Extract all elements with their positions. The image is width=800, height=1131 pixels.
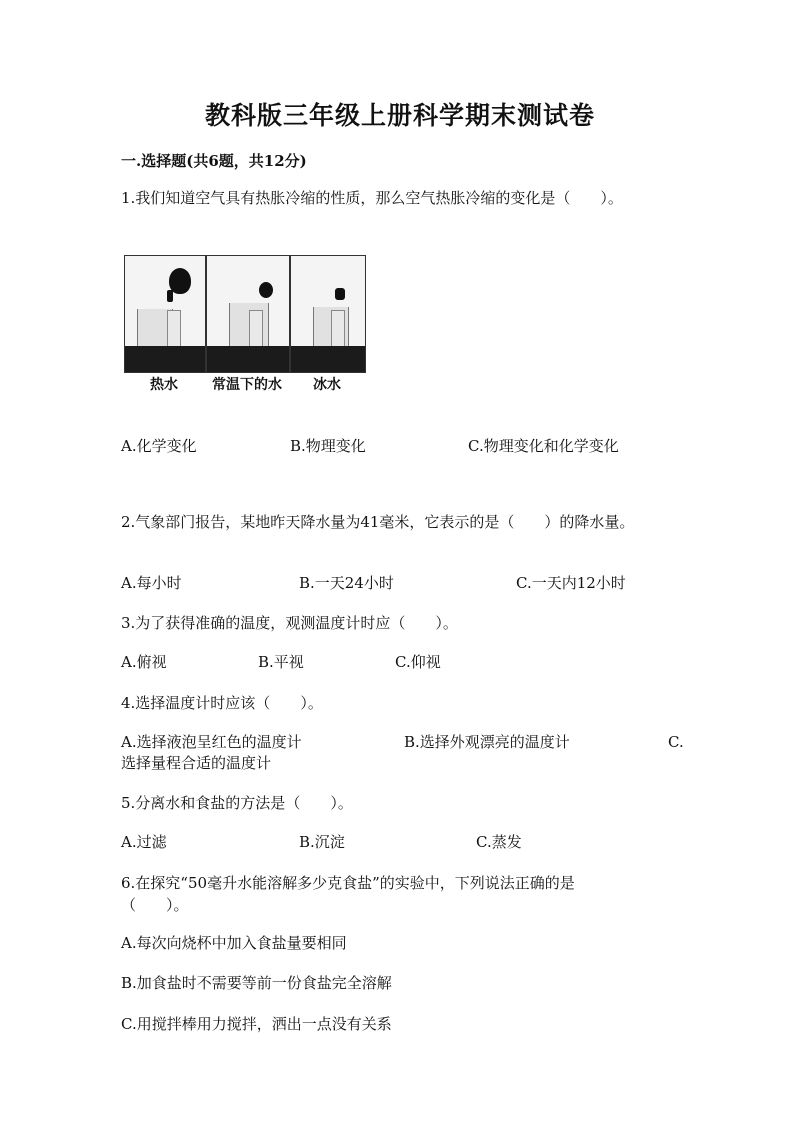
caption-room-water: 常温下的水 <box>212 377 282 393</box>
figure-ground <box>291 346 365 372</box>
question-1-figure <box>124 255 366 395</box>
caption-hot-water: 热水 <box>150 377 178 393</box>
balloon-neck <box>167 290 173 302</box>
q4-option-c-text[interactable]: 选择量程合适的温度计 <box>121 754 272 772</box>
q2-option-a[interactable]: A.每小时 <box>121 574 182 592</box>
q6-option-b[interactable]: B.加食盐时不需要等前一份食盐完全溶解 <box>121 974 392 992</box>
figure-panel-ice-water <box>290 255 366 373</box>
question-4: 4.选择温度计时应该（ ）。 <box>121 694 323 712</box>
question-1: 1.我们知道空气具有热胀冷缩的性质，那么空气热胀冷缩的变化是（ ）。 <box>121 189 623 207</box>
question-3: 3.为了获得准确的温度，观测温度计时应（ ）。 <box>121 614 458 632</box>
q5-option-b[interactable]: B.沉淀 <box>299 833 345 851</box>
page-title: 教科版三年级上册科学期末测试卷 <box>204 101 595 130</box>
q3-option-b[interactable]: B.平视 <box>258 653 304 671</box>
q1-option-b[interactable]: B.物理变化 <box>290 437 366 455</box>
q2-option-b[interactable]: B.一天24小时 <box>299 574 394 592</box>
question-6: 6.在探究“50毫升水能溶解多少克食盐”的实验中，下列说法正确的是（ ）。 <box>121 874 575 914</box>
q4-option-b[interactable]: B.选择外观漂亮的温度计 <box>404 733 570 751</box>
section-header: 一.选择题(共6题，共12分) <box>121 152 307 170</box>
q1-option-a[interactable]: A.化学变化 <box>121 437 197 455</box>
figure-ground <box>207 346 289 372</box>
q4-option-c[interactable]: C. <box>668 733 684 751</box>
balloon-deflated <box>335 288 345 300</box>
q3-option-a[interactable]: A.俯视 <box>121 653 167 671</box>
question-5: 5.分离水和食盐的方法是（ ）。 <box>121 794 353 812</box>
balloon-medium <box>259 282 273 298</box>
q5-option-c[interactable]: C.蒸发 <box>476 833 522 851</box>
figure-ground <box>125 346 205 372</box>
figure-panel-room-water <box>206 255 290 373</box>
figure-panel-hot-water <box>124 255 206 373</box>
q4-option-a[interactable]: A.选择液泡呈红色的温度计 <box>121 733 302 751</box>
caption-ice-water: 冰水 <box>313 377 341 393</box>
q3-option-c[interactable]: C.仰视 <box>395 653 441 671</box>
q6-option-a[interactable]: A.每次向烧杯中加入食盐量要相同 <box>121 934 347 952</box>
q1-option-c[interactable]: C.物理变化和化学变化 <box>468 437 619 455</box>
q2-option-c[interactable]: C.一天内12小时 <box>516 574 626 592</box>
question-2: 2.气象部门报告，某地昨天降水量为41毫米，它表示的是（ ）的降水量。 <box>121 513 635 531</box>
q5-option-a[interactable]: A.过滤 <box>121 833 167 851</box>
q6-option-c[interactable]: C.用搅拌棒用力搅拌，洒出一点没有关系 <box>121 1015 392 1033</box>
